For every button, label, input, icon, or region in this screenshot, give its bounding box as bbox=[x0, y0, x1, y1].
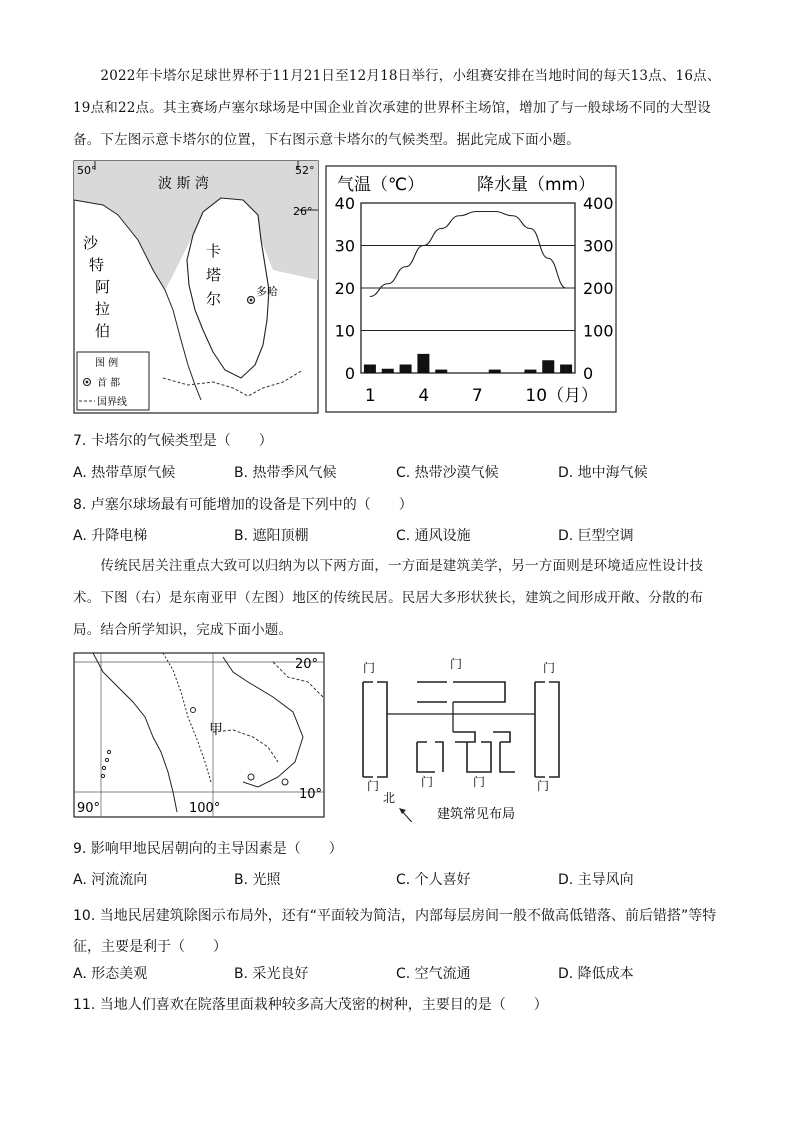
question-10-stem: 10. 当地民居建筑除图示布局外，还有“平面较为简洁，内部每层房间一般不做高低错落、前后错搭”等特征，主要是利于（ ） bbox=[73, 908, 717, 955]
door-label-2: 门 bbox=[450, 657, 463, 671]
top-building bbox=[417, 682, 505, 702]
q10-option-b[interactable]: B. 采光良好 bbox=[234, 966, 309, 982]
q8-option-d[interactable]: D. 巨型空调 bbox=[558, 528, 634, 544]
temperature-axis-title: 气温（℃） bbox=[337, 175, 425, 195]
q8-option-b[interactable]: B. 遮阳顶棚 bbox=[234, 528, 309, 544]
qatar-label-2: 塔 bbox=[206, 266, 222, 284]
temperature-tick-label: 20 bbox=[334, 279, 355, 298]
legend-capital-label: 首 都 bbox=[97, 378, 121, 389]
climate-chart bbox=[325, 165, 617, 413]
intro-paragraph-1: 2022年卡塔尔足球世界杯于11月21日至12月18日举行，小组赛安排在当地时间的每天13点、16点、19点和22点。其主赛场卢塞尔球场是中国企业首次承建的世界杯主场馆，增加了与一般球场不同的大型设备。下左图示意卡塔尔的位置，下右图示意卡塔尔的气候类型。据此完成下面小题。 bbox=[73, 68, 721, 148]
left-building bbox=[363, 682, 387, 777]
q7-option-b[interactable]: B. 热带季风气候 bbox=[234, 465, 337, 481]
q10-option-d[interactable]: D. 降低成本 bbox=[558, 966, 634, 982]
temperature-tick-label: 0 bbox=[344, 364, 355, 383]
lat-10-label: 10° bbox=[299, 787, 323, 802]
temperature-tick-label: 40 bbox=[334, 194, 355, 213]
lat-20-label: 20° bbox=[295, 657, 319, 672]
question-8-stem: 8. 卢塞尔球场最有可能增加的设备是下列中的（ ） bbox=[73, 497, 413, 513]
question-7-stem: 7. 卡塔尔的气候类型是（ ） bbox=[73, 433, 273, 449]
q7-option-a[interactable]: A. 热带草原气候 bbox=[73, 465, 176, 481]
precipitation-tick-label: 100 bbox=[583, 321, 614, 341]
right-building bbox=[535, 682, 559, 777]
precipitation-bar bbox=[382, 369, 394, 373]
question-11-stem: 11. 当地人们喜欢在院落里面栽种较多高大茂密的树种，主要目的是（ ） bbox=[73, 997, 548, 1013]
precipitation-bar bbox=[542, 360, 554, 373]
question-9-stem: 9. 影响甲地民居朝向的主导因素是（ ） bbox=[73, 841, 343, 857]
north-label: 北 bbox=[383, 791, 396, 805]
saudi-label-3: 阿 bbox=[95, 278, 111, 296]
precipitation-bar bbox=[417, 354, 429, 373]
bottom-middle-building bbox=[453, 732, 491, 772]
q7-option-d[interactable]: D. 地中海气候 bbox=[558, 465, 648, 481]
lon-52-label: 52° bbox=[295, 164, 315, 177]
lon-100-label: 100° bbox=[189, 801, 221, 816]
doha-label: 多哈 bbox=[256, 285, 278, 298]
q7-option-c[interactable]: C. 热带沙漠气候 bbox=[396, 465, 499, 481]
saudi-label-4: 拉 bbox=[95, 300, 111, 318]
precipitation-tick-label: 200 bbox=[583, 279, 614, 298]
q8-option-a[interactable]: A. 升降电梯 bbox=[73, 528, 148, 544]
q8-option-c[interactable]: C. 通风设施 bbox=[396, 528, 471, 544]
precipitation-tick-label: 0 bbox=[583, 364, 594, 383]
precipitation-bar bbox=[364, 365, 376, 374]
month-tick-label: 10（月） bbox=[525, 386, 599, 406]
saudi-label-5: 伯 bbox=[95, 322, 111, 340]
bottom-left-building bbox=[417, 742, 443, 772]
temperature-tick-label: 10 bbox=[334, 321, 355, 341]
q10-option-a[interactable]: A. 形态美观 bbox=[73, 966, 148, 982]
southeast-asia-map bbox=[73, 652, 325, 818]
precipitation-axis-title: 降水量（mm） bbox=[477, 175, 596, 195]
legend-border-label: 国界线 bbox=[97, 397, 127, 408]
q9-option-b[interactable]: B. 光照 bbox=[234, 872, 281, 888]
precipitation-bar bbox=[524, 370, 536, 373]
lon-90-label: 90° bbox=[77, 801, 101, 816]
precipitation-bar bbox=[489, 370, 501, 373]
precipitation-bar bbox=[400, 365, 412, 374]
door-label-7: 门 bbox=[537, 779, 550, 793]
door-label-5: 门 bbox=[421, 775, 434, 789]
door-label-4: 门 bbox=[367, 779, 380, 793]
building-layout-diagram bbox=[355, 652, 575, 822]
precipitation-tick-label: 300 bbox=[583, 236, 614, 256]
qatar-location-map bbox=[73, 160, 319, 414]
intro-paragraph-2: 传统民居关注重点大致可以归纳为以下两方面，一方面是建筑美学，另一方面则是环境适应性设计技术。下图（右）是东南亚甲（左图）地区的传统民居。民居大多形状狭长，建筑之间形成开敞、分散的布局。结合所学知识，完成下面小题。 bbox=[73, 558, 704, 638]
temperature-tick-label: 30 bbox=[334, 236, 355, 256]
saudi-label-2: 特 bbox=[89, 256, 105, 274]
q10-option-c[interactable]: C. 空气流通 bbox=[396, 966, 471, 982]
door-label-1: 门 bbox=[363, 661, 376, 675]
month-tick-label: 1 bbox=[364, 386, 376, 406]
door-label-6: 门 bbox=[473, 775, 486, 789]
bottom-right-building bbox=[493, 732, 515, 772]
lat-26-label: 26° bbox=[293, 205, 313, 218]
precipitation-bar bbox=[560, 365, 572, 374]
lon-50-label: 50° bbox=[77, 164, 97, 177]
q9-option-d[interactable]: D. 主导风向 bbox=[558, 872, 634, 888]
region-jia-label: 甲 bbox=[209, 722, 223, 738]
qatar-label-3: 尔 bbox=[206, 290, 222, 308]
layout-caption: 建筑常见布局 bbox=[437, 807, 516, 822]
precipitation-tick-label: 400 bbox=[583, 194, 614, 213]
precipitation-bar bbox=[435, 370, 447, 373]
q9-option-a[interactable]: A. 河流流向 bbox=[73, 872, 148, 888]
door-label-3: 门 bbox=[543, 661, 556, 675]
month-tick-label: 4 bbox=[418, 386, 430, 406]
qatar-label-1: 卡 bbox=[206, 242, 222, 260]
persian-gulf-label: 波 斯 湾 bbox=[158, 176, 209, 192]
q9-option-c[interactable]: C. 个人喜好 bbox=[396, 872, 471, 888]
month-tick-label: 7 bbox=[471, 386, 483, 406]
legend-title: 图 例 bbox=[95, 358, 119, 369]
saudi-label-1: 沙 bbox=[83, 234, 99, 252]
